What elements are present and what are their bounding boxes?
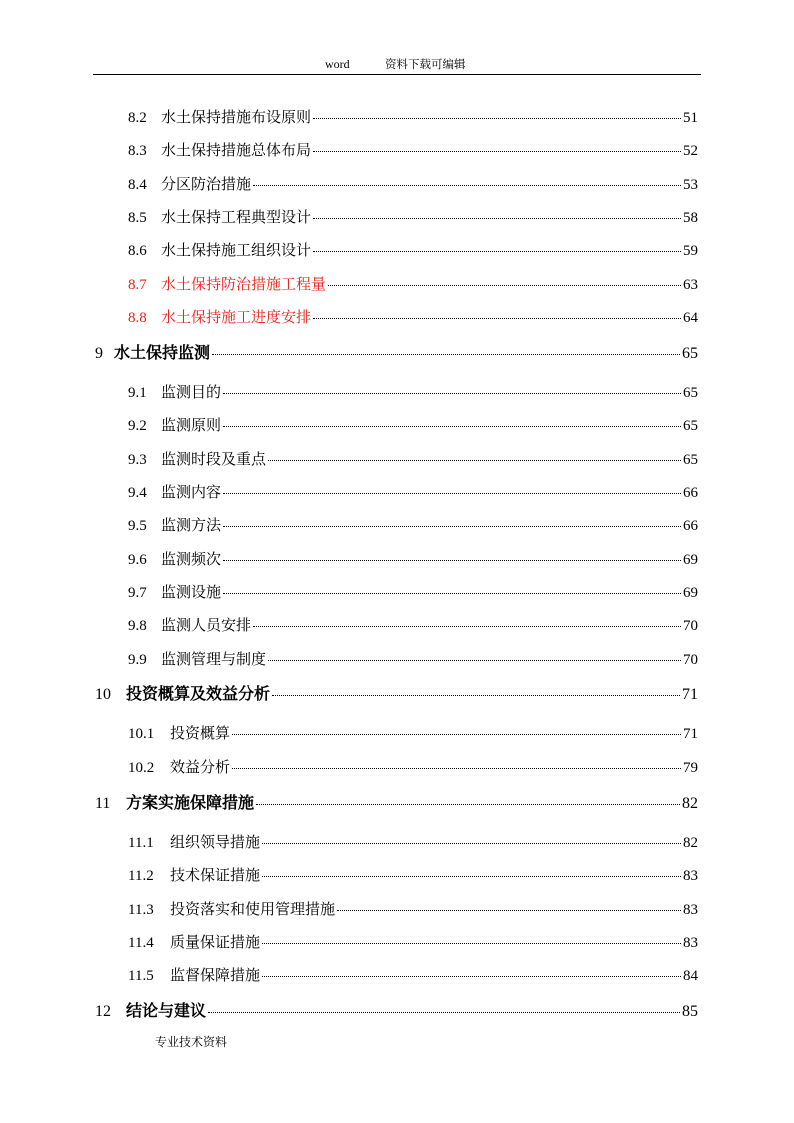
- header-editable-label: 资料下载可编辑: [385, 57, 466, 71]
- toc-chapter-entry[interactable]: [95, 340, 698, 363]
- toc-section-entry[interactable]: [128, 614, 698, 635]
- toc-entry-title: 监测目的: [161, 383, 222, 401]
- toc-page-number: 65: [683, 418, 698, 434]
- toc-page-number: 85: [682, 1003, 698, 1020]
- toc-entry-title: 监测原则: [161, 416, 222, 434]
- toc-entry-number: 9.4: [128, 485, 147, 501]
- toc-entry-title: 质量保证措施: [170, 933, 261, 951]
- toc-entry-number: 8.7: [128, 277, 147, 293]
- toc-entry-number: 8.6: [128, 243, 147, 259]
- toc-page-number: 82: [682, 795, 698, 812]
- toc-entry-title: 投资概算及效益分析: [126, 684, 271, 703]
- toc-dot-leader: [223, 493, 681, 494]
- toc-section-entry[interactable]: [128, 139, 698, 160]
- toc-dot-leader: [223, 593, 681, 594]
- toc-page-number: 71: [682, 686, 698, 703]
- toc-section-entry[interactable]: [128, 273, 698, 294]
- toc-page-number: 65: [682, 345, 698, 362]
- toc-page-number: 65: [683, 452, 698, 468]
- toc-section-entry[interactable]: [128, 381, 698, 402]
- toc-page-number: 51: [683, 110, 698, 126]
- toc-dot-leader: [253, 185, 681, 186]
- toc-dot-leader: [232, 734, 681, 735]
- toc-page-number: 58: [683, 210, 698, 226]
- toc-dot-leader: [223, 526, 681, 527]
- toc-section-entry[interactable]: [128, 831, 698, 852]
- toc-section-entry[interactable]: [128, 756, 698, 777]
- toc-chapter-entry[interactable]: [95, 790, 698, 813]
- toc-entry-number: 11.2: [128, 868, 154, 884]
- toc-dot-leader: [337, 910, 681, 911]
- toc-entry-number: 9.2: [128, 418, 147, 434]
- toc-entry-title: 水土保持措施总体布局: [161, 141, 312, 159]
- toc-entry-title: 水土保持措施布设原则: [161, 108, 312, 126]
- toc-dot-leader: [253, 626, 681, 627]
- toc-section-entry[interactable]: [128, 206, 698, 227]
- toc-entry-number: 10.1: [128, 726, 155, 742]
- toc-dot-leader: [272, 695, 680, 696]
- toc-entry-number: 11.4: [128, 935, 154, 951]
- toc-page-number: 70: [683, 652, 698, 668]
- toc-entry-title: 监测时段及重点: [161, 450, 267, 468]
- toc-entry-title: 监测方法: [161, 516, 222, 534]
- toc-section-entry[interactable]: [128, 964, 698, 985]
- toc-section-entry[interactable]: [128, 173, 698, 194]
- toc-dot-leader: [262, 876, 681, 877]
- toc-entry-title: 监测设施: [161, 583, 222, 601]
- toc-entry-title: 水土保持施工组织设计: [161, 241, 312, 259]
- toc-page-number: 59: [683, 243, 698, 259]
- toc-entry-title: 监督保障措施: [170, 966, 261, 984]
- toc-entry-number: 9.6: [128, 552, 147, 568]
- toc-entry-title: 监测管理与制度: [161, 650, 267, 668]
- toc-entry-number: 11: [95, 795, 111, 812]
- header-word-label: word: [325, 57, 350, 71]
- toc-entry-title: 水土保持施工进度安排: [161, 308, 312, 326]
- page-footer: 专业技术资料: [155, 1035, 228, 1049]
- toc-page-number: 53: [683, 177, 698, 193]
- toc-page-number: 52: [683, 143, 698, 159]
- toc-entry-number: 8.2: [128, 110, 147, 126]
- toc-entry-title: 投资概算: [170, 724, 231, 742]
- toc-entry-number: 9.1: [128, 385, 147, 401]
- toc-entry-number: 10.2: [128, 760, 155, 776]
- toc-dot-leader: [313, 251, 681, 252]
- toc-entry-number: 12: [95, 1003, 111, 1020]
- toc-page-number: 82: [683, 835, 698, 851]
- toc-dot-leader: [313, 118, 681, 119]
- toc-dot-leader: [208, 1012, 680, 1013]
- toc-page-number: 79: [683, 760, 698, 776]
- toc-section-entry[interactable]: [128, 648, 698, 669]
- toc-entry-number: 9.8: [128, 618, 147, 634]
- toc-dot-leader: [223, 393, 681, 394]
- toc-section-entry[interactable]: [128, 448, 698, 469]
- toc-dot-leader: [262, 843, 681, 844]
- toc-entry-number: 11.1: [128, 835, 154, 851]
- toc-section-entry[interactable]: [128, 898, 698, 919]
- toc-entry-number: 8.5: [128, 210, 147, 226]
- toc-dot-leader: [313, 151, 681, 152]
- toc-section-entry[interactable]: [128, 306, 698, 327]
- toc-dot-leader: [262, 976, 681, 977]
- toc-entry-title: 技术保证措施: [170, 866, 261, 884]
- toc-dot-leader: [262, 943, 681, 944]
- toc-dot-leader: [268, 660, 681, 661]
- toc-entry-title: 水土保持工程典型设计: [161, 208, 312, 226]
- toc-entry-title: 组织领导措施: [170, 833, 261, 851]
- toc-entry-title: 监测内容: [161, 483, 222, 501]
- toc-section-entry[interactable]: [128, 864, 698, 885]
- toc-page-number: 84: [683, 968, 698, 984]
- toc-dot-leader: [313, 218, 681, 219]
- toc-section-entry[interactable]: [128, 414, 698, 435]
- toc-entry-number: 9.5: [128, 518, 147, 534]
- toc-dot-leader: [268, 460, 681, 461]
- toc-page-number: 83: [683, 935, 698, 951]
- toc-entry-title: 水土保持防治措施工程量: [161, 275, 327, 293]
- toc-section-entry[interactable]: [128, 481, 698, 502]
- toc-dot-leader: [212, 354, 680, 355]
- toc-entry-number: 9.9: [128, 652, 147, 668]
- page-header: [93, 56, 701, 75]
- toc-entry-number: 9.3: [128, 452, 147, 468]
- toc-dot-leader: [232, 768, 681, 769]
- toc-entry-title: 结论与建议: [126, 1001, 207, 1020]
- toc-page-number: 83: [683, 902, 698, 918]
- toc-section-entry[interactable]: [128, 239, 698, 260]
- toc-page-number: 65: [683, 385, 698, 401]
- toc-entry-title: 效益分析: [170, 758, 231, 776]
- toc-entry-number: 11.5: [128, 968, 154, 984]
- toc-entry-title: 监测频次: [161, 550, 222, 568]
- toc-section-entry[interactable]: [128, 581, 698, 602]
- toc-page-number: 64: [683, 310, 698, 326]
- toc-page-number: 83: [683, 868, 698, 884]
- toc-entry-number: 10: [95, 686, 111, 703]
- toc-dot-leader: [313, 318, 681, 319]
- toc-section-entry[interactable]: [128, 548, 698, 569]
- toc-entry-number: 11.3: [128, 902, 154, 918]
- toc-dot-leader: [256, 804, 680, 805]
- toc-entry-title: 监测人员安排: [161, 616, 252, 634]
- toc-page-number: 71: [683, 726, 698, 742]
- toc-page-number: 70: [683, 618, 698, 634]
- toc-dot-leader: [328, 285, 681, 286]
- toc-entry-title: 分区防治措施: [161, 175, 252, 193]
- toc-entry-number: 9.7: [128, 585, 147, 601]
- toc-chapter-entry[interactable]: [95, 998, 698, 1021]
- toc-entry-title: 方案实施保障措施: [126, 793, 255, 812]
- toc-entry-title: 投资落实和使用管理措施: [170, 900, 336, 918]
- toc-dot-leader: [223, 426, 681, 427]
- toc-entry-title: 水土保持监测: [114, 343, 211, 362]
- toc-page-number: 69: [683, 552, 698, 568]
- toc-entry-number: 8.3: [128, 143, 147, 159]
- toc-page-number: 69: [683, 585, 698, 601]
- toc-page-number: 66: [683, 485, 698, 501]
- toc-page-number: 66: [683, 518, 698, 534]
- toc-page-number: 63: [683, 277, 698, 293]
- toc-section-entry[interactable]: [128, 514, 698, 535]
- toc-entry-number: 9: [95, 345, 103, 362]
- toc-entry-number: 8.8: [128, 310, 147, 326]
- toc-section-entry[interactable]: [128, 722, 698, 743]
- toc-section-entry[interactable]: [128, 931, 698, 952]
- toc-section-entry[interactable]: [128, 106, 698, 127]
- toc-chapter-entry[interactable]: [95, 681, 698, 704]
- toc-dot-leader: [223, 560, 681, 561]
- toc-entry-number: 8.4: [128, 177, 147, 193]
